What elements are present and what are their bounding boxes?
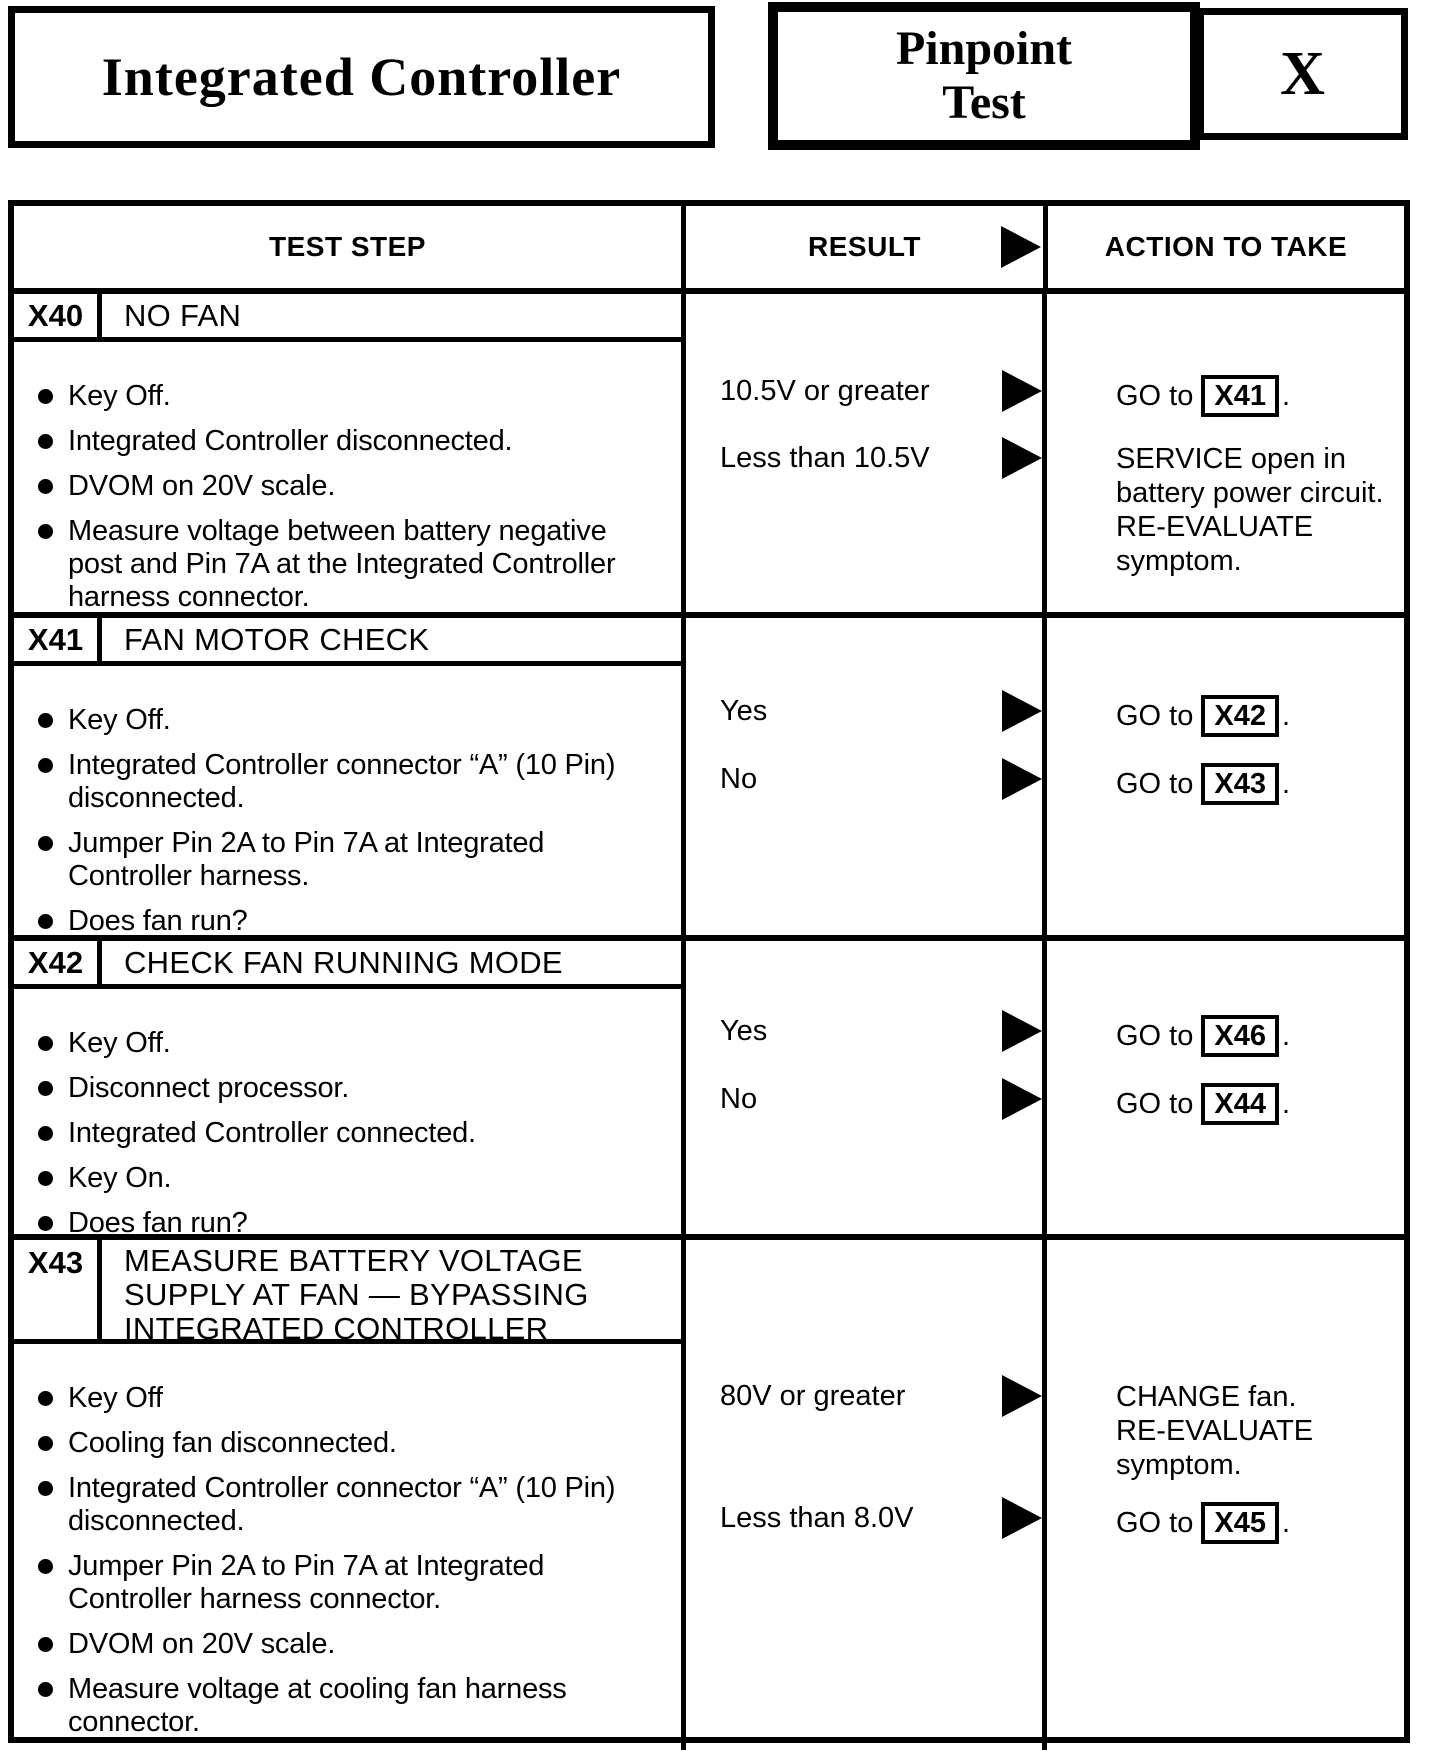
result-action-cell (686, 941, 1404, 1234)
bullet-icon (38, 1126, 53, 1141)
section-x40 (14, 288, 1404, 612)
result-value: Yes (720, 695, 768, 727)
test-step-item: DVOM on 20V scale. (38, 470, 663, 503)
step-id: X43 (14, 1240, 102, 1339)
step-title: CHECK FAN RUNNING MODE (124, 944, 563, 980)
result-arrow-icon (1001, 226, 1041, 268)
pinpoint-test-label-line1: Pinpoint (895, 22, 1073, 76)
result-value: Yes (720, 1015, 768, 1047)
component-title: Integrated Controller (101, 47, 622, 107)
result-arrow-icon (1002, 1375, 1042, 1417)
test-step-item: Jumper Pin 2A to Pin 7A at Integrated Controller harness connector. (38, 1550, 663, 1616)
bullet-icon (38, 479, 53, 494)
section-x43 (14, 1234, 1404, 1750)
step-title: NO FAN (124, 297, 242, 333)
step-title-box (14, 294, 681, 342)
test-step-item: Integrated Controller disconnected. (38, 425, 663, 458)
action-value: GO to X46 . (1116, 1015, 1428, 1057)
step-reference-box: X46 (1201, 1015, 1279, 1057)
test-step-item: Does fan run? (38, 905, 663, 938)
bullet-icon (38, 434, 53, 449)
test-step-cell (14, 618, 686, 935)
bullet-icon (38, 914, 53, 929)
bullet-icon (38, 1637, 53, 1652)
action-value: GO to X45 . (1116, 1502, 1428, 1544)
column-header-test-step: TEST STEP (14, 206, 686, 288)
column-divider (1042, 294, 1047, 612)
action-value: SERVICE open in battery power circuit. RE-EVALUATE symptom. (1116, 443, 1384, 577)
step-reference-box: X45 (1201, 1502, 1279, 1544)
bullet-icon (38, 1216, 53, 1231)
title-box-test-letter (1197, 8, 1408, 140)
step-id: X41 (14, 618, 102, 661)
result-action-cell (686, 618, 1404, 935)
test-step-cell (14, 941, 686, 1239)
step-title-box (14, 941, 681, 989)
pinpoint-test-table (8, 200, 1410, 1743)
result-arrow-icon (1002, 370, 1042, 412)
bullet-icon (38, 1436, 53, 1451)
bullet-icon (38, 1081, 53, 1096)
column-header-action: ACTION TO TAKE (1104, 231, 1348, 262)
test-step-item: Does fan run? (38, 1207, 663, 1240)
result-arrow-icon (1002, 437, 1042, 479)
result-action-cell (686, 294, 1404, 612)
result-arrow-icon (1002, 1010, 1042, 1052)
bullet-icon (38, 713, 53, 728)
column-divider (1042, 618, 1047, 935)
test-step-item: Jumper Pin 2A to Pin 7A at Integrated Controller harness. (38, 827, 663, 893)
test-step-item: Integrated Controller connector “A” (10 Pin) disconnected. (38, 1472, 663, 1538)
test-step-item: Key On. (38, 1162, 663, 1195)
test-step-item: Key Off. (38, 380, 663, 413)
test-step-item: Cooling fan disconnected. (38, 1427, 663, 1460)
result-arrow-icon (1002, 1497, 1042, 1539)
bullet-icon (38, 1682, 53, 1697)
action-value: GO to X41 . (1116, 375, 1428, 417)
test-step-item: Key Off. (38, 704, 663, 737)
test-step-item: Disconnect processor. (38, 1072, 663, 1105)
action-value: GO to X42 . (1116, 695, 1428, 737)
test-step-item: Integrated Controller connector “A” (10 Pin) disconnected. (38, 749, 663, 815)
step-reference-box: X41 (1201, 375, 1279, 417)
test-step-list (14, 380, 681, 614)
test-step-list (14, 704, 681, 938)
test-step-item: Key Off. (38, 1027, 663, 1060)
test-step-item: Measure voltage between battery negative post and Pin 7A at the Integrated Controller harness connector. (38, 515, 663, 614)
bullet-icon (38, 1171, 53, 1186)
step-reference-box: X43 (1201, 763, 1279, 805)
test-step-cell (14, 1240, 686, 1750)
result-value: No (720, 763, 758, 795)
title-box-pinpoint-test (768, 2, 1200, 150)
bullet-icon (38, 836, 53, 851)
result-arrow-icon (1002, 690, 1042, 732)
test-step-item: Integrated Controller connected. (38, 1117, 663, 1150)
test-step-item: Key Off (38, 1382, 663, 1415)
test-step-cell (14, 294, 686, 612)
action-value: CHANGE fan. RE-EVALUATE symptom. (1116, 1381, 1314, 1481)
step-id: X42 (14, 941, 102, 984)
step-reference-box: X42 (1201, 695, 1279, 737)
step-title: FAN MOTOR CHECK (124, 621, 430, 657)
step-title-box (14, 1240, 681, 1344)
result-value: 80V or greater (720, 1380, 906, 1412)
action-value: GO to X43 . (1116, 763, 1428, 805)
bullet-icon (38, 1481, 53, 1496)
bullet-icon (38, 389, 53, 404)
bullet-icon (38, 1036, 53, 1051)
bullet-icon (38, 1559, 53, 1574)
column-divider (1042, 1240, 1047, 1750)
bullet-icon (38, 758, 53, 773)
result-value: 10.5V or greater (720, 375, 930, 407)
result-value: Less than 8.0V (720, 1502, 914, 1534)
result-action-cell (686, 1240, 1404, 1750)
test-step-list (14, 1382, 681, 1739)
column-header-result (686, 206, 1048, 288)
step-title-box (14, 618, 681, 666)
result-arrow-icon (1002, 758, 1042, 800)
section-x42 (14, 935, 1404, 1239)
action-value: GO to X44 . (1116, 1083, 1428, 1125)
result-value: No (720, 1083, 758, 1115)
test-letter: X (1280, 39, 1325, 108)
test-step-list (14, 1027, 681, 1240)
result-value: Less than 10.5V (720, 442, 930, 474)
column-divider (1042, 941, 1047, 1234)
section-x41 (14, 612, 1404, 935)
test-step-item: Measure voltage at cooling fan harness connector. (38, 1673, 663, 1739)
pinpoint-test-label-line2: Test (942, 76, 1026, 129)
bullet-icon (38, 1391, 53, 1406)
step-reference-box: X44 (1201, 1083, 1279, 1125)
bullet-icon (38, 524, 53, 539)
result-header-label: RESULT (808, 231, 921, 262)
step-title: MEASURE BATTERY VOLTAGE SUPPLY AT FAN — BYPASSING INTEGRATED CONTROLLER (124, 1243, 589, 1346)
test-step-item: DVOM on 20V scale. (38, 1628, 663, 1661)
title-box-component (8, 6, 715, 148)
table-header-row (14, 206, 1404, 288)
step-id: X40 (14, 294, 102, 337)
result-arrow-icon (1002, 1078, 1042, 1120)
